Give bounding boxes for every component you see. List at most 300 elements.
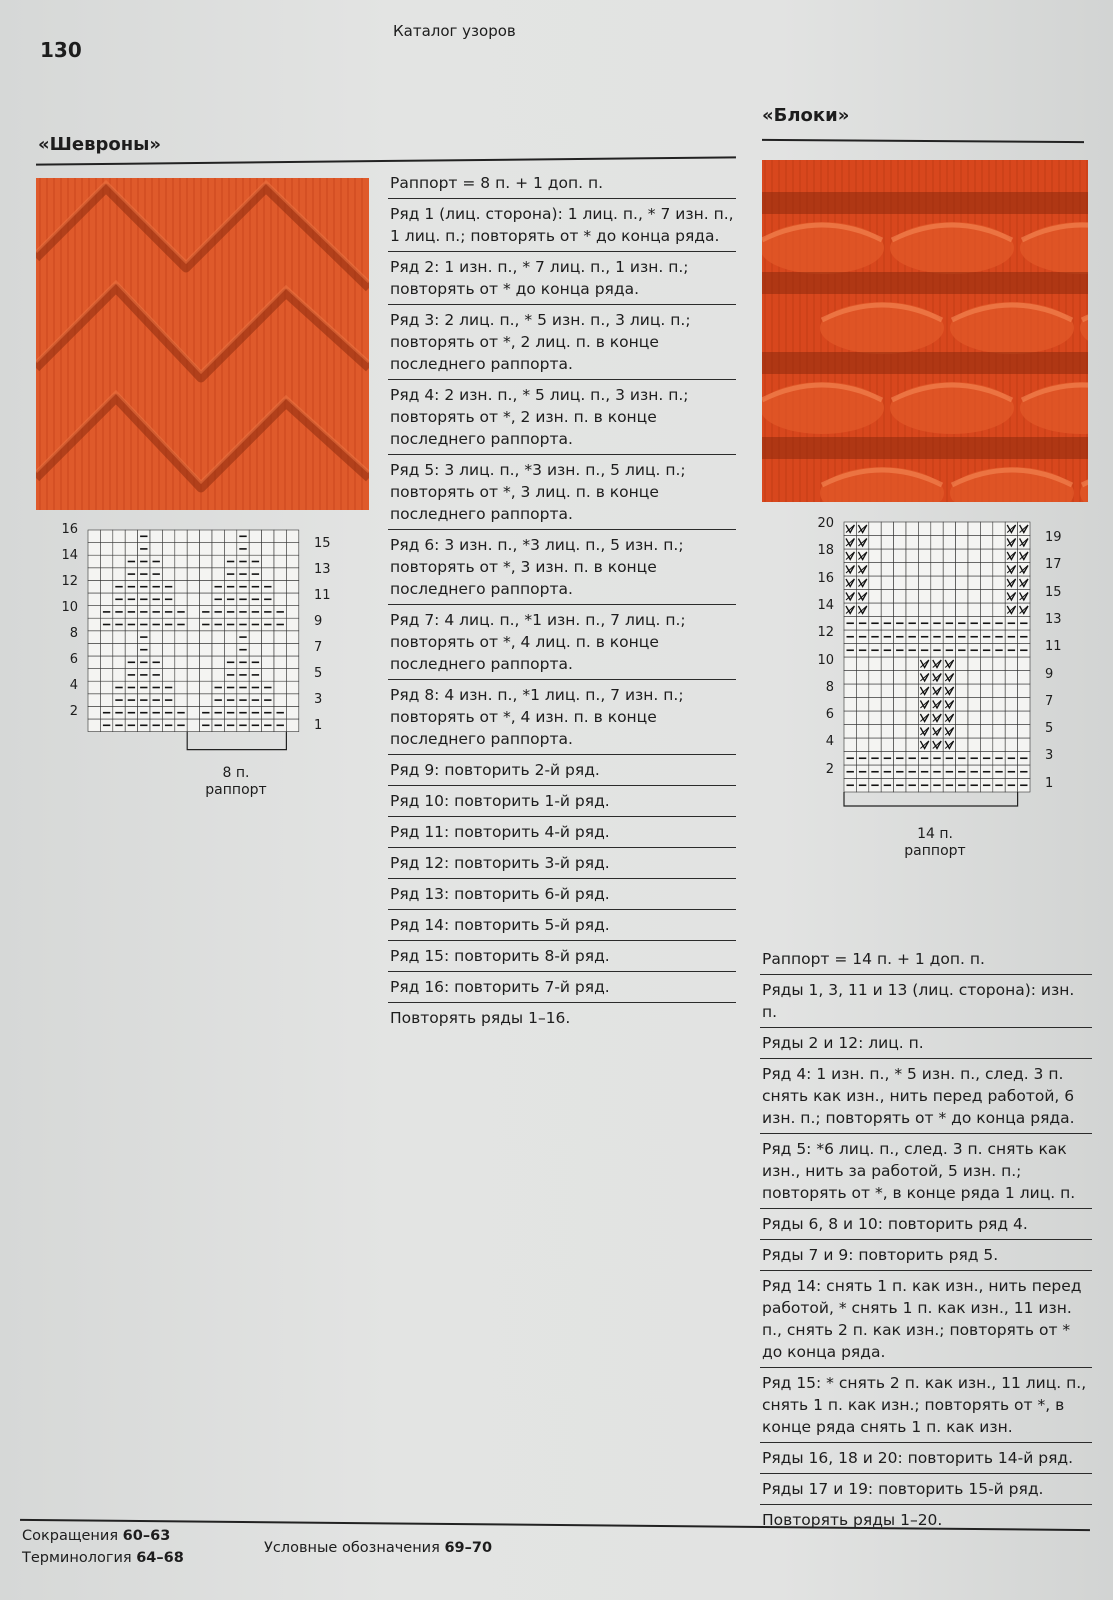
chevrons-chart-cell — [100, 593, 112, 606]
blocks-chart-cell — [906, 657, 918, 671]
blocks-chart-grid — [844, 522, 1030, 792]
blocks-chart-cell — [918, 590, 930, 604]
blocks-chart-cell — [993, 549, 1005, 563]
blocks-chart-cell — [869, 576, 881, 590]
blocks-chart-cell — [980, 522, 992, 536]
blocks-chart-cell — [918, 549, 930, 563]
chevrons-chart-cell — [88, 719, 100, 732]
chevrons-chart-cell — [286, 694, 298, 707]
blocks-chart-cell — [869, 711, 881, 725]
chevrons-chart-cell — [200, 543, 212, 556]
blocks-chart-cell — [881, 522, 893, 536]
chevrons-chart-cell — [187, 681, 199, 694]
chevrons-chart-cell — [200, 568, 212, 581]
chevrons-chart-cell — [200, 580, 212, 593]
blocks-chart-cell — [881, 563, 893, 577]
chevrons-chart-cell — [125, 543, 137, 556]
chevrons-chart-cell — [187, 694, 199, 707]
chevrons-instruction-row-11: Ряд 11: повторить 4-й ряд. — [388, 817, 736, 848]
blocks-chart-row-label-7: 7 — [1045, 693, 1054, 709]
blocks-chart-cell — [856, 671, 868, 685]
blocks-chart-cell — [869, 684, 881, 698]
blocks-chart-cell — [906, 738, 918, 752]
chevrons-chart-cell — [262, 543, 274, 556]
blocks-chart-row-label-15: 15 — [1045, 584, 1062, 600]
blocks-chart-cell — [906, 576, 918, 590]
blocks-instruction-row-6: Ряды 7 и 9: повторить ряд 5. — [760, 1240, 1092, 1271]
chevrons-chart-cell — [187, 706, 199, 719]
chevrons-instruction-row-16: Ряд 16: повторить 7-й ряд. — [388, 972, 736, 1003]
chevrons-chart-cell — [162, 643, 174, 656]
footer-term-label: Терминология — [22, 1550, 132, 1566]
chevrons-chart-cell — [88, 555, 100, 568]
blocks-instruction-row-10: Ряды 17 и 19: повторить 15-й ряд. — [760, 1474, 1092, 1505]
blocks-chart-cell — [980, 711, 992, 725]
chevrons-chart-cell — [150, 530, 162, 543]
chevrons-chart-cell — [125, 631, 137, 644]
chevrons-chart-cell — [88, 618, 100, 631]
chevrons-chart-row-label-15: 15 — [314, 536, 331, 551]
blocks-chart-cell — [869, 549, 881, 563]
blocks-chart-cell — [968, 684, 980, 698]
chevrons-chart-cell — [249, 643, 261, 656]
chevrons-chart-cell — [262, 656, 274, 669]
chevrons-instruction-row-5: Ряд 5: 3 лиц. п., *3 изн. п., 5 лиц. п.; повторять от *, 3 лиц. п. в конце последнего раппорта. — [388, 455, 736, 530]
blocks-chart-cell — [906, 549, 918, 563]
footer-abbr-label: Сокращения — [22, 1528, 119, 1544]
blocks-chart-cell — [931, 576, 943, 590]
chevrons-chart-cell — [175, 643, 187, 656]
chevrons-chart-cell — [212, 631, 224, 644]
blocks-chart-cell — [968, 725, 980, 739]
chevrons-chart-cell — [162, 656, 174, 669]
blocks-chart-cell — [869, 590, 881, 604]
chevrons-instruction-row-9: Ряд 9: повторить 2-й ряд. — [388, 755, 736, 786]
chevrons-chart-cell — [187, 656, 199, 669]
blocks-chart-cell — [968, 671, 980, 685]
blocks-chart-cell — [844, 657, 856, 671]
chevrons-chart-cell — [262, 568, 274, 581]
chevrons-chart-cell — [100, 530, 112, 543]
blocks-chart-row-label-9: 9 — [1045, 666, 1054, 682]
blocks-chart-cell — [980, 657, 992, 671]
chevrons-chart-cell — [286, 681, 298, 694]
blocks-chart-cell — [894, 657, 906, 671]
chevrons-chart-row-label-2: 2 — [69, 704, 78, 719]
blocks-title: «Блоки» — [762, 105, 850, 126]
blocks-chart-cell — [993, 698, 1005, 712]
chevrons-chart-cell — [286, 618, 298, 631]
blocks-chart-cell — [869, 725, 881, 739]
blocks-title-rule — [762, 139, 1084, 143]
blocks-chart-cell — [894, 711, 906, 725]
blocks-swatch-photo — [762, 160, 1088, 502]
blocks-chart-cell — [993, 725, 1005, 739]
blocks-instruction-row-3: Ряд 4: 1 изн. п., * 5 изн. п., след. 3 п. снять как изн., нить перед работой, 6 изн. п.; повторять от * до конца ряда. — [760, 1059, 1092, 1134]
chevrons-chart-cell — [162, 543, 174, 556]
blocks-chart-cell — [1018, 684, 1030, 698]
chevrons-chart-cell — [286, 568, 298, 581]
chevrons-instruction-row-10: Ряд 10: повторить 1-й ряд. — [388, 786, 736, 817]
chevrons-chart-cell — [274, 681, 286, 694]
blocks-chart-cell — [931, 590, 943, 604]
blocks-chart-row-label-5: 5 — [1045, 721, 1054, 737]
blocks-chart-cell — [918, 576, 930, 590]
chevrons-chart-cell — [224, 643, 236, 656]
chevrons-chart-cell — [286, 593, 298, 606]
blocks-chart-cell — [943, 563, 955, 577]
chevrons-chart-cell — [286, 643, 298, 656]
blocks-chart-cell — [881, 536, 893, 550]
blocks-photo-garter-band — [762, 437, 1088, 459]
blocks-chart-cell — [1005, 698, 1017, 712]
chevrons-chart-cell — [200, 593, 212, 606]
chevrons-instruction-row-6: Ряд 6: 3 изн. п., *3 лиц. п., 5 изн. п.; повторять от *, 3 изн. п. в конце последнего раппорта. — [388, 530, 736, 605]
blocks-chart-cell — [894, 738, 906, 752]
chevrons-chart-cell — [88, 681, 100, 694]
blocks-instruction-row-2: Ряды 2 и 12: лиц. п. — [760, 1028, 1092, 1059]
chevrons-chart-cell — [162, 555, 174, 568]
chevrons-chart-cell — [274, 580, 286, 593]
chevrons-chart-cell — [200, 643, 212, 656]
blocks-chart-cell — [906, 590, 918, 604]
chevrons-chart-cell — [175, 656, 187, 669]
chevrons-chart-cell — [200, 530, 212, 543]
blocks-chart-cell — [993, 738, 1005, 752]
blocks-chart-cell — [956, 738, 968, 752]
chevrons-rapport-stitches: 8 п. — [222, 765, 250, 781]
chevrons-chart-cell — [212, 568, 224, 581]
blocks-chart-cell — [956, 684, 968, 698]
blocks-instruction-row-8: Ряд 15: * снять 2 п. как изн., 11 лиц. п., снять 1 п. как изн.; повторять от *, в конце ряда снять 1 п. как изн. — [760, 1368, 1092, 1443]
chevrons-chart-cell — [274, 543, 286, 556]
blocks-chart-cell — [856, 711, 868, 725]
blocks-chart-cell — [894, 536, 906, 550]
blocks-chart-cell — [943, 522, 955, 536]
chevrons-chart-cell — [88, 706, 100, 719]
blocks-chart-cell — [881, 738, 893, 752]
chevrons-chart-cell — [200, 681, 212, 694]
chevrons-chart-cell — [175, 669, 187, 682]
chevrons-chart-cell — [162, 568, 174, 581]
blocks-chart-cell — [980, 563, 992, 577]
blocks-chart-cell — [906, 698, 918, 712]
chevrons-chart-cell — [150, 631, 162, 644]
blocks-chart-cell — [856, 725, 868, 739]
chevrons-chart-cell — [175, 631, 187, 644]
blocks-photo-block — [820, 302, 944, 354]
blocks-chart-cell — [980, 698, 992, 712]
blocks-chart-cell — [844, 711, 856, 725]
chevrons-chart-cell — [200, 694, 212, 707]
chevrons-chart-cell — [100, 555, 112, 568]
blocks-chart-cell — [894, 684, 906, 698]
chevrons-chart-cell — [274, 694, 286, 707]
blocks-chart-cell — [856, 698, 868, 712]
chevrons-instruction-row-0: Раппорт = 8 п. + 1 доп. п. — [388, 168, 736, 199]
chevrons-chart-cell — [113, 555, 125, 568]
blocks-chart-cell — [980, 684, 992, 698]
blocks-chart-cell — [881, 549, 893, 563]
chevrons-chart-cell — [88, 593, 100, 606]
blocks-chart-cell — [993, 576, 1005, 590]
blocks-chart-cell — [980, 590, 992, 604]
blocks-chart-cell — [968, 576, 980, 590]
chevrons-chart-cell — [200, 656, 212, 669]
blocks-chart-cell — [968, 590, 980, 604]
chevrons-chart-cell — [175, 530, 187, 543]
blocks-chart-cell — [943, 536, 955, 550]
blocks-chart-cell — [993, 657, 1005, 671]
blocks-chart-cell — [881, 657, 893, 671]
chevrons-chart-cell — [262, 530, 274, 543]
chevrons-chart-cell — [262, 555, 274, 568]
chevrons-chart-cell — [286, 543, 298, 556]
chevrons-chart-cell — [187, 643, 199, 656]
chevrons-chart-cell — [274, 656, 286, 669]
chevrons-chart-cell — [286, 706, 298, 719]
blocks-chart-cell — [993, 603, 1005, 617]
chevrons-chart-row-label-5: 5 — [314, 666, 323, 681]
blocks-chart-row-label-10: 10 — [817, 652, 834, 668]
blocks-chart-cell — [956, 549, 968, 563]
chevrons-chart-cell — [286, 656, 298, 669]
chevrons-chart-cell — [113, 643, 125, 656]
running-title: Каталог узоров — [393, 22, 516, 40]
blocks-chart-cell — [993, 563, 1005, 577]
blocks-chart-cell — [956, 576, 968, 590]
blocks-chart-cell — [931, 522, 943, 536]
blocks-chart-row-label-12: 12 — [817, 625, 834, 641]
blocks-chart-row-label-16: 16 — [817, 570, 834, 586]
blocks-chart-cell — [968, 536, 980, 550]
blocks-instruction-row-5: Ряды 6, 8 и 10: повторить ряд 4. — [760, 1209, 1092, 1240]
chevrons-chart-row-label-7: 7 — [314, 640, 323, 655]
blocks-chart-cell — [869, 657, 881, 671]
chevrons-chart-cell — [200, 631, 212, 644]
chevrons-chart-row-label-10: 10 — [61, 600, 78, 615]
chevrons-chart-cell — [88, 631, 100, 644]
chevrons-chart-cell — [212, 555, 224, 568]
blocks-chart-cell — [844, 738, 856, 752]
chevrons-chart-cell — [88, 656, 100, 669]
blocks-chart-cell — [980, 671, 992, 685]
blocks-chart-cell — [956, 590, 968, 604]
chevrons-chart-cell — [175, 555, 187, 568]
blocks-photo-block — [890, 382, 1014, 434]
blocks-chart-cell — [956, 725, 968, 739]
blocks-chart-cell — [869, 522, 881, 536]
blocks-chart-cell — [1005, 725, 1017, 739]
chevrons-chart-cell — [212, 543, 224, 556]
chevrons-chart-cell — [200, 669, 212, 682]
blocks-chart-cell — [906, 563, 918, 577]
blocks-chart-cell — [980, 738, 992, 752]
chevrons-title: «Шевроны» — [38, 134, 162, 155]
blocks-instruction-row-9: Ряды 16, 18 и 20: повторить 14-й ряд. — [760, 1443, 1092, 1474]
chevrons-rapport-bracket — [187, 732, 286, 750]
chevrons-chart-cell — [224, 530, 236, 543]
blocks-chart-cell — [881, 711, 893, 725]
blocks-chart-cell — [1018, 725, 1030, 739]
footer-terminology[interactable] — [22, 1550, 184, 1566]
blocks-chart-cell — [881, 684, 893, 698]
blocks-chart-row-label-3: 3 — [1045, 748, 1054, 764]
blocks-rapport-stitches: 14 п. — [917, 826, 953, 842]
chevrons-rapport-word: раппорт — [205, 782, 267, 798]
blocks-chart-cell — [869, 671, 881, 685]
blocks-chart-cell — [1018, 711, 1030, 725]
chevrons-chart-cell — [274, 555, 286, 568]
chevrons-chart-cell — [274, 669, 286, 682]
blocks-chart-cell — [881, 698, 893, 712]
blocks-chart-cell — [956, 671, 968, 685]
chevrons-instruction-row-7: Ряд 7: 4 лиц. п., *1 изн. п., 7 лиц. п.; повторять от *, 4 лиц. п. в конце последнего раппорта. — [388, 605, 736, 680]
blocks-chart-cell — [931, 563, 943, 577]
blocks-chart-cell — [1018, 671, 1030, 685]
blocks-instruction-row-7: Ряд 14: снять 1 п. как изн., нить перед работой, * снять 1 п. как изн., 11 изн. п., снять 2 п. как изн.; повторять от * до конца ряда. — [760, 1271, 1092, 1368]
chevrons-chart-cell — [113, 656, 125, 669]
chevrons-chart-cell — [100, 681, 112, 694]
chevrons-chart-cell — [286, 555, 298, 568]
blocks-chart-row-label-20: 20 — [817, 516, 834, 531]
blocks-rapport-label — [895, 826, 975, 860]
blocks-chart-cell — [956, 711, 968, 725]
chevrons-chart-cell — [88, 568, 100, 581]
blocks-chart-cell — [856, 738, 868, 752]
footer-term-pages: 64–68 — [136, 1550, 184, 1566]
blocks-chart-cell — [980, 603, 992, 617]
blocks-chart-cell — [956, 603, 968, 617]
blocks-chart-row-label-11: 11 — [1045, 639, 1062, 655]
blocks-chart-cell — [918, 536, 930, 550]
footer-symbols-pages: 69–70 — [444, 1540, 493, 1556]
chevrons-chart-cell — [286, 530, 298, 543]
chevrons-chart-row-label-13: 13 — [314, 562, 331, 577]
footer-symbols[interactable] — [264, 1540, 492, 1556]
blocks-chart-cell — [881, 576, 893, 590]
chevrons-chart-row-label-12: 12 — [61, 574, 78, 589]
chevrons-chart-cell — [262, 643, 274, 656]
footer-abbr-pages: 60–63 — [122, 1528, 171, 1544]
blocks-chart-cell — [1005, 684, 1017, 698]
chevrons-chart-cell — [125, 643, 137, 656]
footer-symbols-label: Условные обозначения — [264, 1540, 440, 1556]
blocks-chart-cell — [894, 563, 906, 577]
blocks-chart-cell — [844, 684, 856, 698]
chevrons-chart-cell — [274, 643, 286, 656]
chevrons-chart-cell — [100, 543, 112, 556]
chevrons-chart-cell — [88, 543, 100, 556]
blocks-instruction-row-4: Ряд 5: *6 лиц. п., след. 3 п. снять как изн., нить за работой, 5 изн. п.; повторять от *, в конце ряда 1 лиц. п. — [760, 1134, 1092, 1209]
blocks-photo-garter-band — [762, 272, 1088, 294]
blocks-chart-cell — [894, 576, 906, 590]
blocks-chart-cell — [894, 549, 906, 563]
chevrons-chart-cell — [262, 669, 274, 682]
chevrons-chart-grid — [88, 530, 299, 732]
chevrons-instruction-row-4: Ряд 4: 2 изн. п., * 5 лиц. п., 3 изн. п.; повторять от *, 2 изн. п. в конце последнего раппорта. — [388, 380, 736, 455]
chevrons-chart-cell — [113, 568, 125, 581]
blocks-chart-cell — [881, 603, 893, 617]
chevrons-chart-cell — [100, 643, 112, 656]
blocks-chart-cell — [894, 725, 906, 739]
blocks-chart-cell — [894, 590, 906, 604]
blocks-chart-cell — [881, 671, 893, 685]
blocks-chart-cell — [869, 563, 881, 577]
chevrons-chart-cell — [286, 719, 298, 732]
chevrons-chart-cell — [212, 530, 224, 543]
blocks-chart-cell — [918, 563, 930, 577]
chevrons-chart-cell — [187, 669, 199, 682]
blocks-instruction-row-1: Ряды 1, 3, 11 и 13 (лиц. сторона): изн. п. — [760, 975, 1092, 1028]
blocks-rapport-bracket — [844, 792, 1018, 806]
chevrons-chart-cell — [150, 543, 162, 556]
blocks-chart-cell — [980, 536, 992, 550]
chevrons-chart-cell — [100, 656, 112, 669]
chevrons-instruction-row-2: Ряд 2: 1 изн. п., * 7 лиц. п., 1 изн. п.; повторять от * до конца ряда. — [388, 252, 736, 305]
blocks-chart-cell — [869, 698, 881, 712]
chevrons-chart-cell — [100, 669, 112, 682]
chevrons-chart-cell — [175, 543, 187, 556]
blocks-chart-cell — [894, 671, 906, 685]
chevrons-chart-cell — [187, 606, 199, 619]
chevrons-chart-row-label-4: 4 — [69, 678, 78, 693]
chevrons-instruction-row-15: Ряд 15: повторить 8-й ряд. — [388, 941, 736, 972]
blocks-chart-cell — [993, 590, 1005, 604]
chevrons-chart-cell — [88, 643, 100, 656]
chevrons-rapport-label — [196, 765, 276, 799]
blocks-chart-cell — [968, 698, 980, 712]
chevrons-chart-cell — [187, 618, 199, 631]
blocks-chart-cell — [956, 698, 968, 712]
chevrons-chart-cell — [150, 643, 162, 656]
chevrons-chart-cell — [88, 694, 100, 707]
blocks-instruction-row-0: Раппорт = 14 п. + 1 доп. п. — [760, 944, 1092, 975]
page-number: 130 — [40, 38, 82, 62]
blocks-chart-row-label-13: 13 — [1045, 611, 1062, 627]
chevrons-chart-cell — [224, 543, 236, 556]
chevrons-chart-cell — [187, 555, 199, 568]
chevrons-chart-cell — [187, 631, 199, 644]
chevrons-chart-cell — [88, 606, 100, 619]
chevrons-chart-cell — [162, 631, 174, 644]
chevrons-chart-cell — [175, 694, 187, 707]
blocks-chart-cell — [906, 684, 918, 698]
blocks-chart-row-label-6: 6 — [825, 707, 834, 723]
footer-abbreviations[interactable] — [22, 1528, 170, 1544]
chevrons-chart-cell — [212, 669, 224, 682]
blocks-chart-cell — [956, 522, 968, 536]
blocks-chart-cell — [980, 725, 992, 739]
chevrons-chart-cell — [187, 719, 199, 732]
blocks-rapport-word: раппорт — [904, 843, 966, 859]
blocks-chart-cell — [980, 576, 992, 590]
blocks-photo-garter-band — [762, 352, 1088, 374]
blocks-chart-cell — [844, 671, 856, 685]
blocks-chart-cell — [993, 684, 1005, 698]
chevrons-chart-cell — [286, 669, 298, 682]
blocks-chart-cell — [1018, 738, 1030, 752]
chevrons-instruction-row-12: Ряд 12: повторить 3-й ряд. — [388, 848, 736, 879]
blocks-chart-row-label-1: 1 — [1045, 775, 1054, 791]
blocks-chart-cell — [993, 536, 1005, 550]
chevrons-chart-row-label-8: 8 — [69, 626, 78, 641]
chevrons-chart-cell — [88, 669, 100, 682]
chevrons-chart-cell — [125, 530, 137, 543]
blocks-chart-row-label-2: 2 — [825, 761, 834, 777]
blocks-chart-row-label-8: 8 — [825, 679, 834, 695]
blocks-chart-cell — [894, 603, 906, 617]
